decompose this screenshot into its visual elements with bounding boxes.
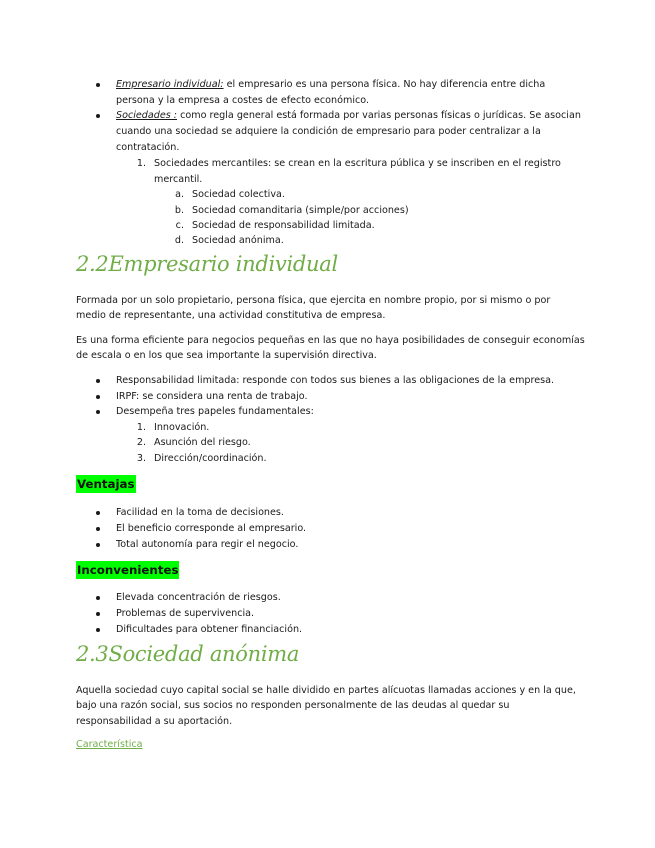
bullet [96, 612, 100, 616]
list-marker: a. [175, 189, 184, 200]
list-item: Sociedad anónima. [192, 235, 284, 246]
paragraph-line: Formada por un solo propietario, persona física, que ejercita en nombre propio, por si mismo o por [76, 295, 551, 306]
bullet [96, 410, 100, 414]
list-item: Elevada concentración de riesgos. [116, 592, 281, 603]
item-text: el empresario es una persona física. No hay diferencia entre dicha [223, 79, 546, 90]
list-item: Sociedad de responsabilidad limitada. [192, 220, 375, 231]
list-item-sociedades [116, 108, 581, 124]
paragraph-line: Aquella sociedad cuyo capital social se halle dividido en partes alícuotas llamadas acciones y en la que, [76, 685, 576, 696]
bullet [96, 628, 100, 632]
item-text-continued: contratación. [116, 142, 180, 153]
paragraph-line: bajo una razón social, sus socios no responden personalmente de las deudas al quedar su [76, 700, 510, 711]
term-sociedades: Sociedades : [116, 110, 178, 121]
list-marker: 1. [136, 422, 146, 433]
bullet [96, 395, 100, 399]
sub-item-mercantiles: Sociedades mercantiles: se crean en la escritura pública y se inscriben en el registro [154, 158, 561, 169]
item-text-continued: persona y la empresa a costes de efecto económico. [116, 95, 370, 106]
list-item: Dirección/coordinación. [154, 453, 267, 464]
list-item: Desempeña tres papeles fundamentales: [116, 406, 314, 417]
term-empresario-individual: Empresario individual: [116, 79, 224, 90]
list-marker: 3. [136, 453, 146, 464]
bullet [96, 379, 100, 383]
list-item: Responsabilidad limitada: responde con todos sus bienes a las obligaciones de la empresa. [116, 375, 555, 386]
bullet [96, 596, 100, 600]
list-item: Sociedad colectiva. [192, 189, 285, 200]
list-item: El beneficio corresponde al empresario. [116, 523, 307, 534]
subheading-inconvenientes: Inconvenientes [77, 563, 179, 577]
list-item-empresario [116, 77, 545, 93]
list-item: Facilidad en la toma de decisiones. [116, 507, 284, 518]
list-marker: 1. [136, 158, 146, 169]
bullet [96, 83, 100, 87]
list-item: Innovación. [154, 422, 210, 433]
paragraph-line: de escala o en los que sea importante la supervisión directiva. [76, 350, 377, 361]
list-item: Asunción del riesgo. [154, 437, 251, 448]
subheading-ventajas: Ventajas [77, 477, 135, 491]
list-item: Sociedad comanditaria (simple/por acciones) [192, 205, 409, 216]
item-text: como regla general está formada por varias personas físicas o jurídicas. Se asocian [177, 110, 581, 121]
bullet [96, 543, 100, 547]
paragraph-line: Es una forma eficiente para negocios pequeñas en las que no haya posibilidades de conseguir economías [76, 335, 585, 346]
bullet [96, 114, 100, 118]
list-marker: b. [174, 205, 184, 216]
bullet [96, 527, 100, 531]
item-text-continued: cuando una sociedad se adquiere la condición de empresario para poder centralizar a la [116, 126, 541, 137]
paragraph-line: medio de representante, una actividad constitutiva de empresa. [76, 310, 386, 321]
sub-item-continued: mercantil. [154, 174, 203, 185]
list-item: Problemas de supervivencia. [116, 608, 255, 619]
link-caracteristica[interactable]: Característica [76, 739, 143, 750]
list-item: Dificultades para obtener financiación. [116, 624, 303, 635]
heading-sociedad-anonima: 2.3Sociedad anónima [76, 642, 300, 666]
list-item: Total autonomía para regir el negocio. [116, 539, 299, 550]
list-marker: 2. [136, 437, 146, 448]
bullet [96, 511, 100, 515]
list-marker: c. [175, 220, 184, 231]
paragraph-line: responsabilidad a su aportación. [76, 716, 233, 727]
list-item: IRPF: se considera una renta de trabajo. [116, 391, 308, 402]
list-marker: d. [174, 235, 184, 246]
heading-empresario-individual: 2.2Empresario individual [76, 252, 338, 276]
